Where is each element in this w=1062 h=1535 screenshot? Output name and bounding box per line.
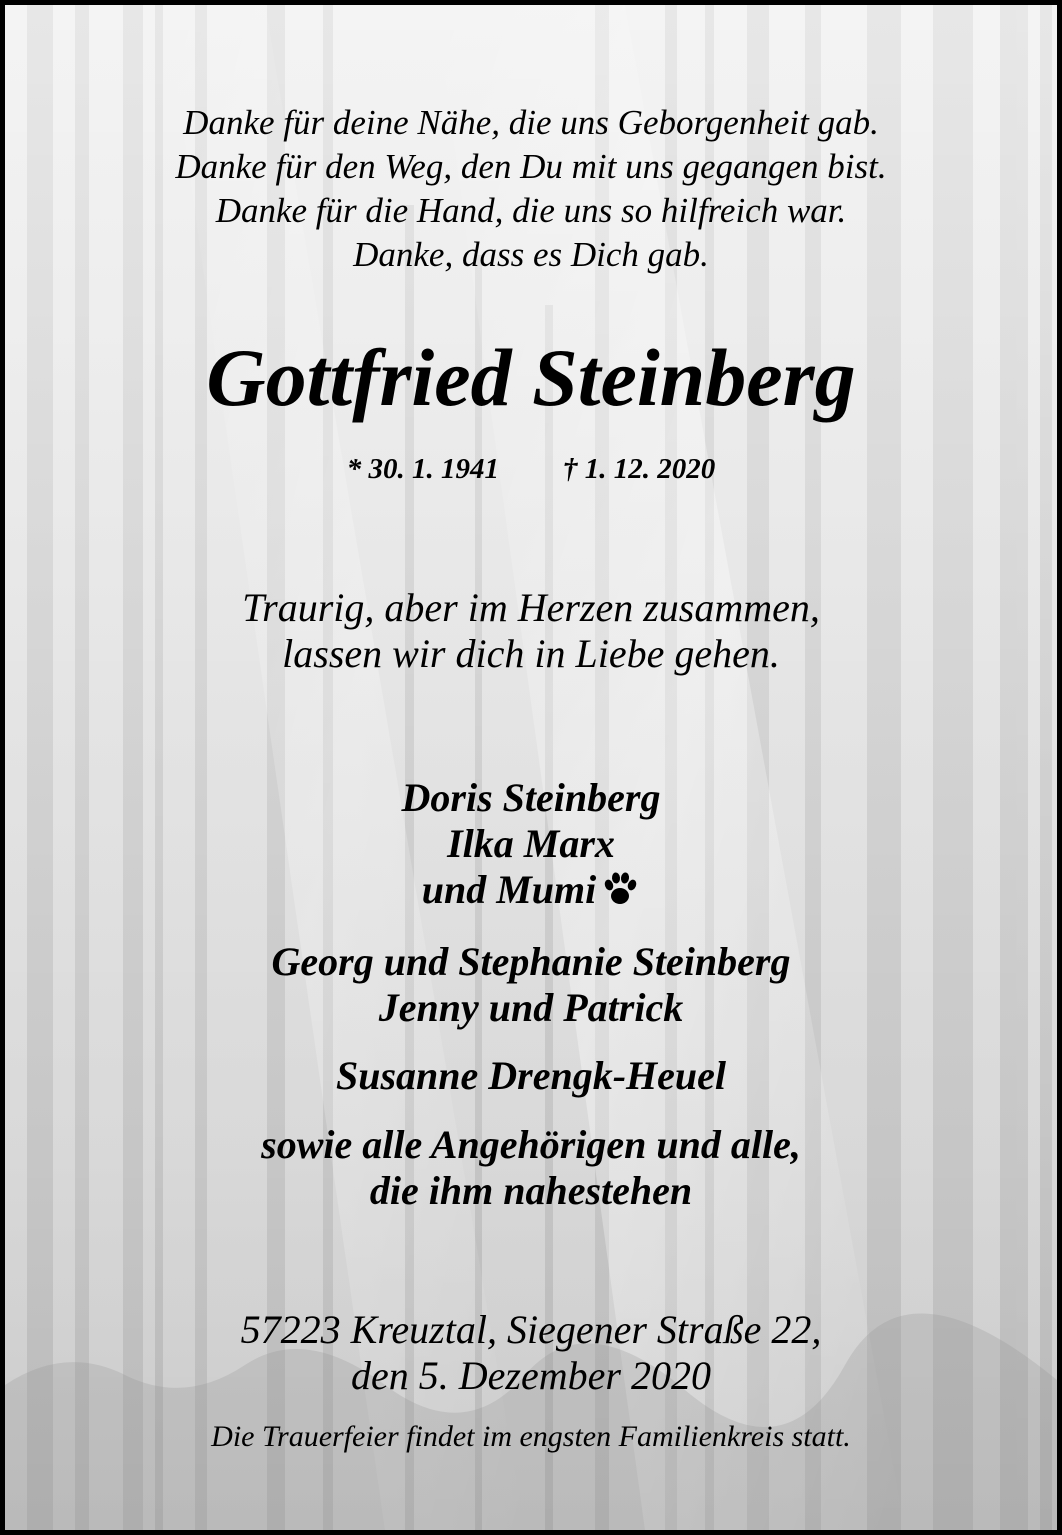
verse-line: Danke für deine Nähe, die uns Geborgenheit gab. bbox=[183, 103, 879, 142]
address-block bbox=[5, 1307, 1057, 1399]
farewell-line: lassen wir dich in Liebe gehen. bbox=[282, 631, 780, 676]
deceased-name: Gottfried Steinberg bbox=[206, 332, 856, 423]
mourner-line: sowie alle Angehörigen und alle, bbox=[261, 1122, 801, 1167]
farewell-line: Traurig, aber im Herzen zusammen, bbox=[242, 585, 820, 630]
farewell-text bbox=[5, 585, 1057, 677]
verse-line: Danke für den Weg, den Du mit uns gegangen bist. bbox=[175, 147, 887, 186]
mourners-pet-line bbox=[5, 867, 1057, 913]
address-line: 57223 Kreuztal, Siegener Straße 22, bbox=[240, 1307, 822, 1352]
mourners-group-2 bbox=[5, 939, 1057, 1031]
mourner-name: Georg und Stephanie Steinberg bbox=[271, 939, 791, 984]
life-dates bbox=[5, 451, 1057, 487]
mourners-group-3 bbox=[5, 1053, 1057, 1099]
mourner-name: Ilka Marx bbox=[447, 821, 615, 866]
date-line: den 5. Dezember 2020 bbox=[351, 1353, 711, 1398]
mourner-name: und Mumi bbox=[421, 867, 597, 912]
verse bbox=[5, 101, 1057, 277]
birth-date: * 30. 1. 1941 bbox=[346, 453, 499, 485]
paw-print-icon bbox=[600, 869, 640, 909]
verse-line: Danke, dass es Dich gab. bbox=[353, 235, 709, 274]
mourner-name: Susanne Drengk-Heuel bbox=[335, 1053, 727, 1098]
mourner-line: die ihm nahestehen bbox=[369, 1168, 693, 1213]
mourners-group-4 bbox=[5, 1122, 1057, 1214]
mourners-group-1 bbox=[5, 775, 1057, 867]
mourner-name: Jenny und Patrick bbox=[378, 985, 684, 1030]
funeral-note: Die Trauerfeier findet im engsten Familienkreis statt. bbox=[211, 1420, 851, 1453]
death-date: † 1. 12. 2020 bbox=[563, 453, 716, 485]
mourner-name: Doris Steinberg bbox=[401, 775, 661, 820]
verse-line: Danke für die Hand, die uns so hilfreich war. bbox=[215, 191, 847, 230]
